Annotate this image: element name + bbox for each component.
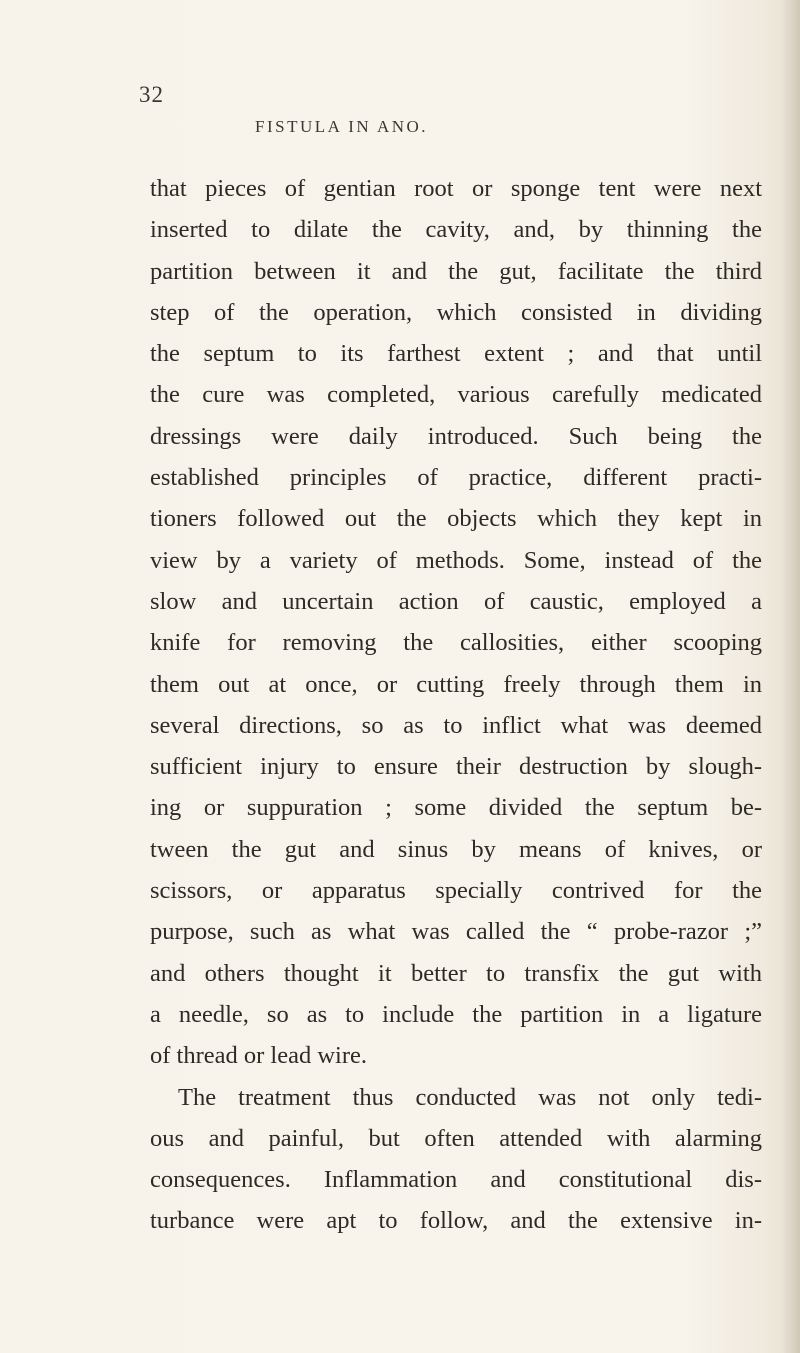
running-head: FISTULA IN ANO. (255, 117, 429, 136)
text-line: established principles of practice, different practi- (150, 464, 762, 492)
text-line: consequences. Inflammation and constitutional dis- (150, 1166, 762, 1194)
paragraph-start-line: The treatment thus conducted was not only tedi- (178, 1083, 762, 1111)
text-line: sufficient injury to ensure their destruction by slough- (150, 753, 762, 781)
text-line: partition between it and the gut, facilitate the third (150, 257, 762, 285)
text-line: purpose, such as what was called the “ probe-razor ;” (150, 918, 762, 946)
text-line: tween the gut and sinus by means of knives, or (150, 835, 762, 863)
text-line: knife for removing the callosities, either scooping (150, 629, 762, 657)
text-line: tioners followed out the objects which they kept in (150, 505, 762, 533)
text-line: that pieces of gentian root or sponge tent were next (150, 175, 762, 202)
text-line: and others thought it better to transfix the gut with (150, 959, 762, 987)
text-line: them out at once, or cutting freely through them in (150, 670, 762, 698)
text-line: inserted to dilate the cavity, and, by thinning the (150, 216, 762, 244)
page-number: 32 (139, 82, 164, 107)
page-edge-shadow (782, 0, 800, 1353)
text-line: turbance were apt to follow, and the extensive in- (150, 1207, 762, 1235)
text-line: scissors, or apparatus specially contrived for the (150, 877, 762, 905)
text-line: ing or suppuration ; some divided the septum be- (150, 794, 762, 822)
text-line: the cure was completed, various carefully medicated (150, 381, 762, 409)
text-line: step of the operation, which consisted in dividing (150, 298, 762, 326)
text-line: the septum to its farthest extent ; and that until (150, 340, 762, 368)
text-line: view by a variety of methods. Some, instead of the (150, 546, 762, 574)
text-line: a needle, so as to include the partition in a ligature (150, 1000, 762, 1028)
text-line: dressings were daily introduced. Such being the (150, 422, 762, 450)
text-line: slow and uncertain action of caustic, employed a (150, 587, 762, 615)
text-line: several directions, so as to inflict what was deemed (150, 711, 762, 739)
paragraph-end-line: of thread or lead wire. (150, 1042, 367, 1070)
body-text (150, 168, 762, 1242)
text-line: ous and painful, but often attended with alarming (150, 1124, 762, 1152)
